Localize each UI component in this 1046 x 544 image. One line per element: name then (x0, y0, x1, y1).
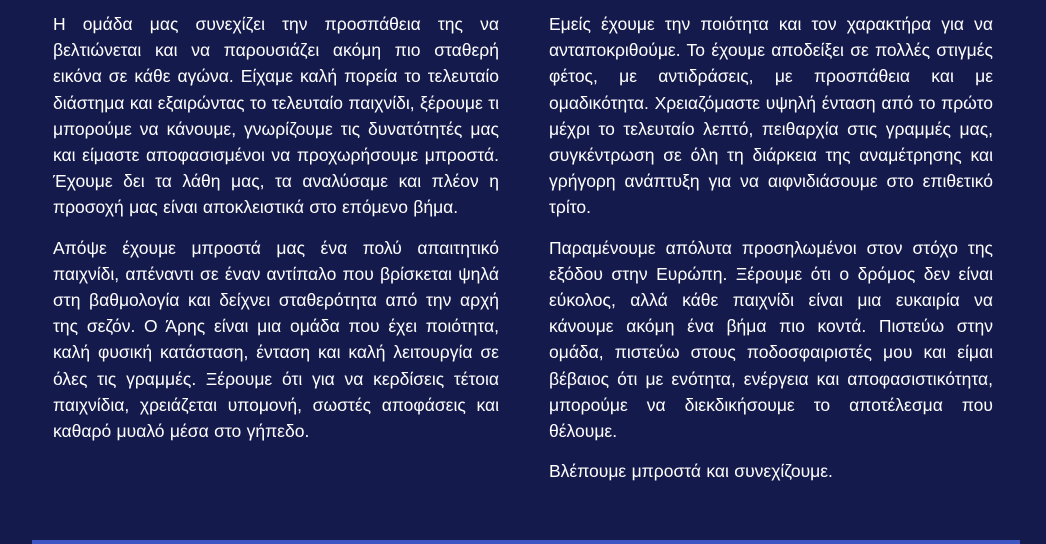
paragraph: Η ομάδα μας συνεχίζει την προσπάθεια της να βελτιώνεται και να παρουσιάζει ακόμη πιο σταθερή εικόνα σε κάθε αγώνα. Είχαμε καλή πορεία το τελευταίο διάστημα και εξαιρώντας το τελευταίο παιχνίδι, ξέρουμε τι μπορούμε να κάνουμε, γνωρίζουμε τις δυνατότητές μας και είμαστε αποφασισμένοι να προχωρήσουμε μπροστά. Έχουμε δει τα λάθη μας, τα αναλύσαμε και πλέον η προσοχή μας είναι αποκλειστικά στο επόμενο βήμα. (53, 14, 499, 218)
paragraph: Παραμένουμε απόλυτα προσηλωμένοι στον στόχο της εξόδου στην Ευρώπη. Ξέρουμε ότι ο δρόμος δεν είναι εύκολος, αλλά κάθε παιχνίδι είναι μια ευκαιρία να κάνουμε ακόμη ένα βήμα πιο κοντά. Πιστεύω στην ομάδα, πιστεύω στους ποδοσφαιριστές μου και είμαι βέβαιος ότι με ενότητα, ενέργεια και αποφασιστικότητα, μπορούμε να διεκδικήσουμε το αποτέλεσμα που θέλουμε. (549, 237, 993, 442)
bottom-divider (32, 540, 1020, 544)
article-column-right (549, 11, 993, 484)
article-column-left (53, 11, 499, 444)
paragraph: Απόψε έχουμε μπροστά μας ένα πολύ απαιτητικό παιχνίδι, απέναντι σε έναν αντίπαλο που βρίσκεται ψηλά στη βαθμολογία και δείχνει σταθερότητα από την αρχή της σεζόν. Ο Άρης είναι μια ομάδα που έχει ποιότητα, καλή φυσική κατάσταση, ένταση και καλή λειτουργία σε όλες τις γραμμές. Ξέρουμε ότι για να κερδίσεις τέτοια παιχνίδια, χρειάζεται υπομονή, σωστές αποφάσεις και καθαρό μυαλό μέσα στο γήπεδο. (53, 237, 499, 442)
paragraph: Βλέπουμε μπροστά και συνεχίζουμε. (549, 461, 833, 482)
paragraph: Εμείς έχουμε την ποιότητα και τον χαρακτήρα για να ανταποκριθούμε. Το έχουμε αποδείξει σε πολλές στιγμές φέτος, με αντιδράσεις, με προσπάθεια και με ομαδικότητα. Χρειαζόμαστε υψηλή ένταση από το πρώτο μέχρι το τελευταίο λεπτό, πειθαρχία στις γραμμές μας, συγκέντρωση σε όλη τη διάρκεια της αναμέτρησης και γρήγορη ανάπτυξη για να αιφνιδιάσουμε στο επιθετικό τρίτο. (549, 14, 993, 218)
